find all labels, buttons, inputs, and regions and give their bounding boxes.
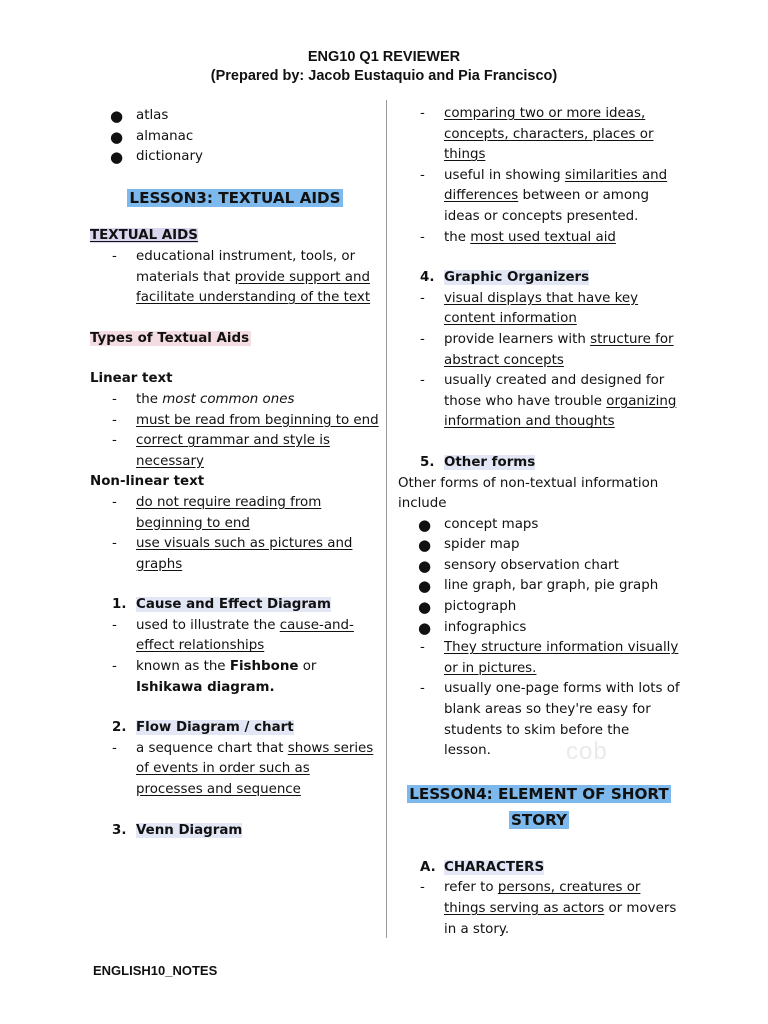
list-item: - do not require reading from beginning to end [112,494,322,531]
list-item: - correct grammar and style is necessary [112,433,330,469]
list-item: ● dictionary [110,148,203,167]
item-graphic-organizers: 4. Graphic Organizers [420,270,590,286]
list-item: - educational instrument, tools, or materials that provide support and facilitate understanding of the text [112,248,371,306]
list-item: ● line graph, bar graph, pie graph [418,577,659,596]
list-item: - known as the Fishbone or Ishikawa diagram. [112,659,317,695]
linear-heading: Linear text [90,371,173,387]
list-item: ● pictograph [418,598,517,617]
list-item: - provide learners with structure for abstract concepts [420,331,674,368]
list-item: - a sequence chart that shows series of events in order such as processes and sequence [112,740,374,798]
list-item: - They structure information visually or in pictures. [420,640,679,676]
lesson3-heading-wrap [90,188,380,211]
section-characters: A. CHARACTERS [420,859,545,875]
source-dictionary: dictionary [136,149,203,165]
venn-diagram-title: Venn Diagram [136,822,243,838]
list-item: ● sensory observation chart [418,556,619,575]
list-item: - the most used textual aid [420,229,616,245]
document-subtitle: (Prepared by: Jacob Eustaquio and Pia Francisco) [210,68,558,84]
nonlinear-heading: Non-linear text [90,474,205,490]
list-item: - usually created and designed for those who have trouble organizing information and thoughts [420,373,677,430]
types-heading: Types of Textual Aids [90,330,250,346]
document-footer: ENGLISH10_NOTES [93,963,218,978]
column-divider [386,100,387,938]
left-column [90,106,380,841]
list-item: ● spider map [418,536,520,555]
list-item: ● concept maps [418,515,539,534]
other-forms-title: Other forms [444,454,536,470]
list-item: ● atlas [110,107,169,125]
item-other-forms: 5. Other forms [420,454,536,470]
characters-title: CHARACTERS [444,859,545,875]
list-item: - visual displays that have key content information [420,290,639,327]
list-item: ● almanac [110,127,194,146]
item-venn-diagram: 3. Venn Diagram [112,822,243,838]
list-item: - comparing two or more ideas, concepts, characters, places or things [420,106,654,163]
list-item: - must be read from beginning to end [112,412,379,428]
lesson4-heading-wrap [398,782,680,834]
document-title: ENG10 Q1 REVIEWER [307,49,461,65]
list-item: - used to illustrate the cause-and-effect relationships [112,617,354,654]
list-item: - useful in showing similarities and differences between or among ideas or concepts presented. [420,167,668,224]
source-atlas: atlas [136,108,169,123]
cause-effect-title: Cause and Effect Diagram [136,597,331,613]
textual-aids-definition: provide support and facilitate understanding of the text [136,269,371,306]
flow-diagram-title: Flow Diagram / chart [136,720,294,736]
watermark: cob [566,738,608,765]
other-forms-intro: Other forms of non-textual information include [398,475,659,512]
graphic-organizers-title: Graphic Organizers [444,270,590,286]
item-flow-diagram: 2. Flow Diagram / chart [112,720,294,736]
lesson4-heading-line2: STORY [510,810,568,829]
item-cause-effect: 1. Cause and Effect Diagram [112,597,331,613]
source-almanac: almanac [136,128,194,144]
list-item: - usually one-page forms with lots of blank areas so they're easy for students to skim before the lesson. [420,681,680,759]
document-header [0,48,768,86]
right-column [398,104,680,940]
list-item: - use visuals such as pictures and graphs [112,536,353,572]
textual-aids-heading: TEXTUAL AIDS [90,228,198,244]
list-item: ● infographics [418,618,527,637]
lesson3-heading: LESSON3: TEXTUAL AIDS [129,188,341,207]
list-item: - the most common ones [112,391,295,407]
list-item: - refer to persons, creatures or things serving as actors or movers in a story. [420,880,677,937]
lesson4-heading-line1: LESSON4: ELEMENT OF SHORT [409,784,669,803]
